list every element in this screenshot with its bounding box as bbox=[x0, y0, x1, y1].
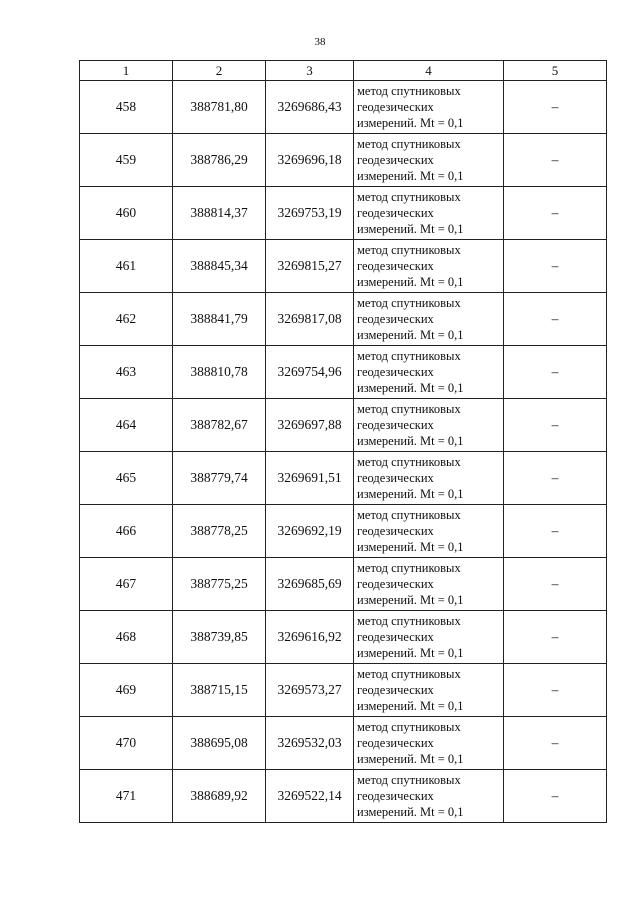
header-col-2: 2 bbox=[173, 61, 266, 81]
point-number-cell: 460 bbox=[80, 187, 173, 240]
dash-mark: – bbox=[551, 470, 559, 485]
y-coordinate-cell: 3269532,03 bbox=[266, 717, 354, 770]
method-line: измерений. Mt = 0,1 bbox=[357, 116, 464, 130]
method-line: метод спутниковых bbox=[357, 773, 461, 787]
x-coordinate-cell: 388695,08 bbox=[173, 717, 266, 770]
method-line: геодезических bbox=[357, 206, 434, 220]
method-line: измерений. Mt = 0,1 bbox=[357, 275, 464, 289]
note-cell bbox=[504, 240, 607, 293]
y-coordinate-cell: 3269692,19 bbox=[266, 505, 354, 558]
point-number-cell: 459 bbox=[80, 134, 173, 187]
method-line: геодезических bbox=[357, 100, 434, 114]
page-number: 38 bbox=[314, 36, 326, 48]
note-cell bbox=[504, 452, 607, 505]
method-line: метод спутниковых bbox=[357, 667, 461, 681]
method-line: измерений. Mt = 0,1 bbox=[357, 752, 464, 766]
point-number-cell: 463 bbox=[80, 346, 173, 399]
dash-mark: – bbox=[551, 311, 559, 326]
method-cell bbox=[354, 346, 504, 399]
y-coordinate-cell: 3269616,92 bbox=[266, 611, 354, 664]
table-row bbox=[80, 664, 607, 717]
header-col-4: 4 bbox=[354, 61, 504, 81]
method-line: метод спутниковых bbox=[357, 243, 461, 257]
point-number-cell: 465 bbox=[80, 452, 173, 505]
method-cell bbox=[354, 187, 504, 240]
method-line: измерений. Mt = 0,1 bbox=[357, 593, 464, 607]
method-line: метод спутниковых bbox=[357, 296, 461, 310]
x-coordinate-cell: 388814,37 bbox=[173, 187, 266, 240]
method-line: геодезических bbox=[357, 577, 434, 591]
method-cell bbox=[354, 81, 504, 134]
method-cell bbox=[354, 240, 504, 293]
point-number-cell: 464 bbox=[80, 399, 173, 452]
method-line: метод спутниковых bbox=[357, 614, 461, 628]
method-line: измерений. Mt = 0,1 bbox=[357, 381, 464, 395]
dash-mark: – bbox=[551, 735, 559, 750]
y-coordinate-cell: 3269696,18 bbox=[266, 134, 354, 187]
method-line: метод спутниковых bbox=[357, 349, 461, 363]
y-coordinate-cell: 3269686,43 bbox=[266, 81, 354, 134]
method-line: метод спутниковых bbox=[357, 190, 461, 204]
note-cell bbox=[504, 134, 607, 187]
table-row bbox=[80, 770, 607, 823]
note-cell bbox=[504, 293, 607, 346]
method-line: геодезических bbox=[357, 365, 434, 379]
y-coordinate-cell: 3269685,69 bbox=[266, 558, 354, 611]
method-line: геодезических bbox=[357, 312, 434, 326]
method-line: метод спутниковых bbox=[357, 137, 461, 151]
point-number-cell: 466 bbox=[80, 505, 173, 558]
y-coordinate-cell: 3269753,19 bbox=[266, 187, 354, 240]
table-row bbox=[80, 240, 607, 293]
method-cell bbox=[354, 134, 504, 187]
method-line: измерений. Mt = 0,1 bbox=[357, 805, 464, 819]
method-line: метод спутниковых bbox=[357, 561, 461, 575]
dash-mark: – bbox=[551, 576, 559, 591]
dash-mark: – bbox=[551, 205, 559, 220]
note-cell bbox=[504, 558, 607, 611]
note-cell bbox=[504, 399, 607, 452]
table-body bbox=[80, 81, 607, 823]
method-cell bbox=[354, 717, 504, 770]
x-coordinate-cell: 388715,15 bbox=[173, 664, 266, 717]
x-coordinate-cell: 388781,80 bbox=[173, 81, 266, 134]
header-col-1: 1 bbox=[80, 61, 173, 81]
dash-mark: – bbox=[551, 258, 559, 273]
method-line: метод спутниковых bbox=[357, 720, 461, 734]
table-row bbox=[80, 293, 607, 346]
table-row bbox=[80, 81, 607, 134]
dash-mark: – bbox=[551, 788, 559, 803]
method-cell bbox=[354, 452, 504, 505]
x-coordinate-cell: 388778,25 bbox=[173, 505, 266, 558]
table-row bbox=[80, 558, 607, 611]
y-coordinate-cell: 3269573,27 bbox=[266, 664, 354, 717]
y-coordinate-cell: 3269691,51 bbox=[266, 452, 354, 505]
method-line: геодезических bbox=[357, 683, 434, 697]
method-line: геодезических bbox=[357, 259, 434, 273]
method-line: измерений. Mt = 0,1 bbox=[357, 646, 464, 660]
table-row bbox=[80, 717, 607, 770]
note-cell bbox=[504, 81, 607, 134]
method-line: геодезических bbox=[357, 630, 434, 644]
header-col-3: 3 bbox=[266, 61, 354, 81]
method-line: метод спутниковых bbox=[357, 84, 461, 98]
point-number-cell: 470 bbox=[80, 717, 173, 770]
y-coordinate-cell: 3269522,14 bbox=[266, 770, 354, 823]
dash-mark: – bbox=[551, 417, 559, 432]
table-row bbox=[80, 611, 607, 664]
note-cell bbox=[504, 717, 607, 770]
method-line: геодезических bbox=[357, 524, 434, 538]
dash-mark: – bbox=[551, 629, 559, 644]
method-cell bbox=[354, 770, 504, 823]
method-line: измерений. Mt = 0,1 bbox=[357, 169, 464, 183]
note-cell bbox=[504, 187, 607, 240]
point-number-cell: 469 bbox=[80, 664, 173, 717]
y-coordinate-cell: 3269817,08 bbox=[266, 293, 354, 346]
x-coordinate-cell: 388786,29 bbox=[173, 134, 266, 187]
method-line: метод спутниковых bbox=[357, 508, 461, 522]
method-line: метод спутниковых bbox=[357, 455, 461, 469]
method-cell bbox=[354, 293, 504, 346]
point-number-cell: 462 bbox=[80, 293, 173, 346]
method-cell bbox=[354, 505, 504, 558]
note-cell bbox=[504, 770, 607, 823]
point-number-cell: 458 bbox=[80, 81, 173, 134]
note-cell bbox=[504, 664, 607, 717]
method-line: измерений. Mt = 0,1 bbox=[357, 328, 464, 342]
x-coordinate-cell: 388782,67 bbox=[173, 399, 266, 452]
method-cell bbox=[354, 558, 504, 611]
method-line: геодезических bbox=[357, 789, 434, 803]
method-line: измерений. Mt = 0,1 bbox=[357, 487, 464, 501]
table-row bbox=[80, 134, 607, 187]
note-cell bbox=[504, 611, 607, 664]
dash-mark: – bbox=[551, 523, 559, 538]
y-coordinate-cell: 3269754,96 bbox=[266, 346, 354, 399]
x-coordinate-cell: 388689,92 bbox=[173, 770, 266, 823]
x-coordinate-cell: 388841,79 bbox=[173, 293, 266, 346]
table-row bbox=[80, 187, 607, 240]
method-line: метод спутниковых bbox=[357, 402, 461, 416]
method-line: измерений. Mt = 0,1 bbox=[357, 540, 464, 554]
point-number-cell: 461 bbox=[80, 240, 173, 293]
table-row bbox=[80, 505, 607, 558]
x-coordinate-cell: 388739,85 bbox=[173, 611, 266, 664]
method-line: измерений. Mt = 0,1 bbox=[357, 222, 464, 236]
point-number-cell: 471 bbox=[80, 770, 173, 823]
method-cell bbox=[354, 399, 504, 452]
point-number-cell: 468 bbox=[80, 611, 173, 664]
table-row bbox=[80, 399, 607, 452]
dash-mark: – bbox=[551, 682, 559, 697]
method-cell bbox=[354, 664, 504, 717]
dash-mark: – bbox=[551, 99, 559, 114]
coordinates-table bbox=[79, 60, 607, 823]
method-line: геодезических bbox=[357, 471, 434, 485]
method-line: геодезических bbox=[357, 418, 434, 432]
y-coordinate-cell: 3269697,88 bbox=[266, 399, 354, 452]
note-cell bbox=[504, 505, 607, 558]
table-header bbox=[80, 61, 607, 81]
header-col-5: 5 bbox=[504, 61, 607, 81]
method-cell bbox=[354, 611, 504, 664]
x-coordinate-cell: 388845,34 bbox=[173, 240, 266, 293]
dash-mark: – bbox=[551, 364, 559, 379]
note-cell bbox=[504, 346, 607, 399]
y-coordinate-cell: 3269815,27 bbox=[266, 240, 354, 293]
x-coordinate-cell: 388810,78 bbox=[173, 346, 266, 399]
point-number-cell: 467 bbox=[80, 558, 173, 611]
dash-mark: – bbox=[551, 152, 559, 167]
method-line: измерений. Mt = 0,1 bbox=[357, 699, 464, 713]
method-line: измерений. Mt = 0,1 bbox=[357, 434, 464, 448]
method-line: геодезических bbox=[357, 736, 434, 750]
table-row bbox=[80, 452, 607, 505]
table-row bbox=[80, 346, 607, 399]
x-coordinate-cell: 388779,74 bbox=[173, 452, 266, 505]
x-coordinate-cell: 388775,25 bbox=[173, 558, 266, 611]
header-row bbox=[80, 61, 607, 81]
method-line: геодезических bbox=[357, 153, 434, 167]
